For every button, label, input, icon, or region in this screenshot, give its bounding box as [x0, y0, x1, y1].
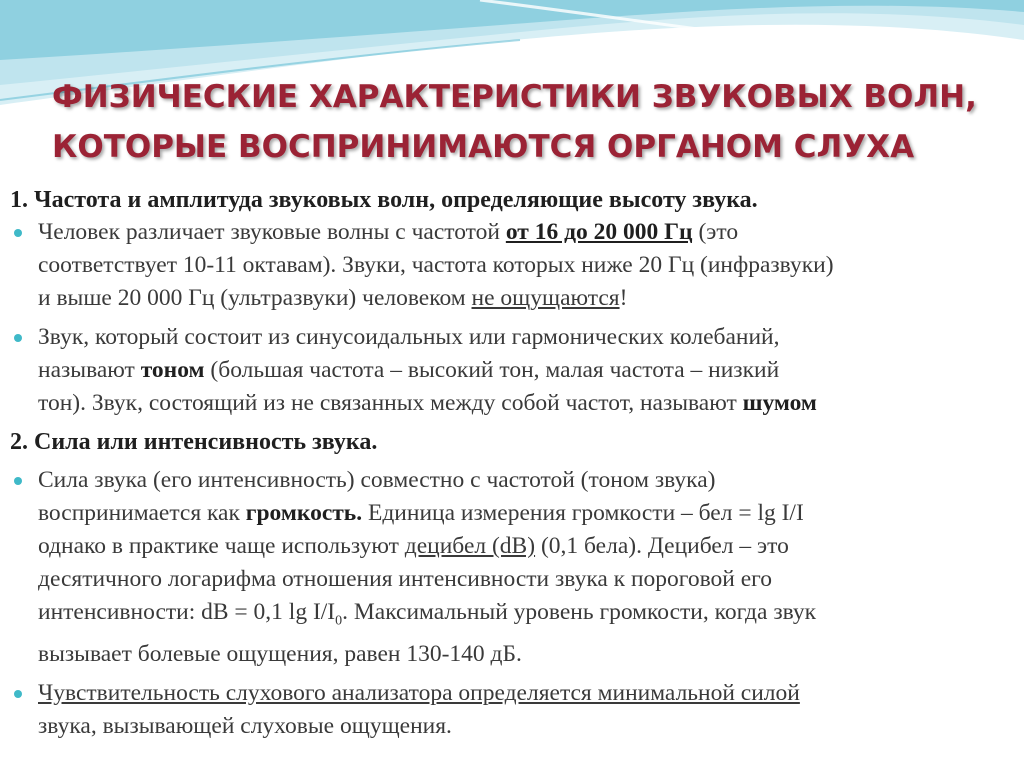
bullet-line [38, 282, 1024, 315]
bullet-dot-icon [14, 477, 22, 485]
bullet-line: Сила звука (его интенсивность) совместно с частотой (тоном звука) [38, 467, 716, 493]
section-1-heading: 1. Частота и амплитуда звуковых волн, определяющие высоту звука. [10, 187, 758, 213]
bullet-line [38, 354, 1024, 387]
bullet-line [38, 216, 1024, 249]
section-1-bullet-2 [10, 321, 1024, 420]
bullet-line: соответствует 10-11 октавам). Звуки, частота которых ниже 20 Гц (инфразвуки) [38, 252, 834, 278]
text-span: и выше 20 000 Гц (ультразвуки) человеком [38, 285, 472, 311]
section-1-bullet-1 [10, 216, 1024, 315]
noise-term: шумом [742, 390, 817, 416]
text-span: . Максимальный уровень громкости, когда звук [342, 599, 817, 625]
text-span: ! [619, 285, 628, 311]
section-2-bullet-2 [10, 677, 1024, 743]
bullet-line [38, 387, 1024, 420]
decibel-term: децибел (dB) [404, 533, 536, 559]
subscript: 0 [335, 613, 343, 629]
bullet-line: Чувствительность слухового анализатора определяется минимальной силой [38, 679, 800, 706]
text-span: называют [38, 357, 141, 383]
text-span: воспринимается как [38, 500, 246, 526]
bullet-line [38, 596, 1024, 638]
bullet-line: вызывает болевые ощущения, равен 130-140 дБ. [38, 640, 522, 667]
text-span: Единица измерения громкости – бел = lg I/I [362, 500, 804, 526]
text-span: (это [692, 219, 739, 245]
text-span: интенсивности: dB = 0,1 lg I/I [38, 599, 336, 625]
text-span: однако в практике чаще используют [38, 533, 405, 559]
slide-content [10, 184, 1024, 767]
slide-title [52, 72, 1012, 172]
loudness-term: громкость. [245, 500, 363, 526]
bullet-line [38, 530, 1024, 563]
text-span: (0,1 бела). Децибел – это [535, 533, 789, 559]
slide-title-line-2: КОТОРЫЕ ВОСПРИНИМАЮТСЯ ОРГАНОМ СЛУХА [52, 129, 915, 165]
bullet-dot-icon [14, 334, 22, 342]
not-felt-text: не ощущаются [471, 285, 620, 311]
slide-title-line-1: ФИЗИЧЕСКИЕ ХАРАКТЕРИСТИКИ ЗВУКОВЫХ ВОЛН, [52, 79, 977, 115]
bullet-line [38, 497, 1024, 530]
bullet-dot-icon [14, 229, 22, 237]
text-span: (большая частота – высокий тон, малая частота – низкий [204, 357, 780, 383]
bullet-line: Звук, который состоит из синусоидальных или гармонических колебаний, [38, 324, 780, 350]
text-span: тон). Звук, состоящий из не связанных между собой частот, называют [38, 390, 743, 416]
text-span: Человек различает звуковые волны с частотой [38, 219, 506, 245]
tone-term: тоном [140, 357, 205, 383]
section-2-bullet-1 [10, 464, 1024, 671]
bullet-line: звука, вызывающей слуховые ощущения. [38, 712, 452, 739]
section-2-heading: 2. Сила или интенсивность звука. [10, 429, 378, 455]
frequency-range: от 16 до 20 000 Гц [505, 219, 693, 245]
bullet-line: десятичного логарифма отношения интенсивности звука к пороговой его [38, 566, 772, 592]
bullet-dot-icon [14, 690, 22, 698]
